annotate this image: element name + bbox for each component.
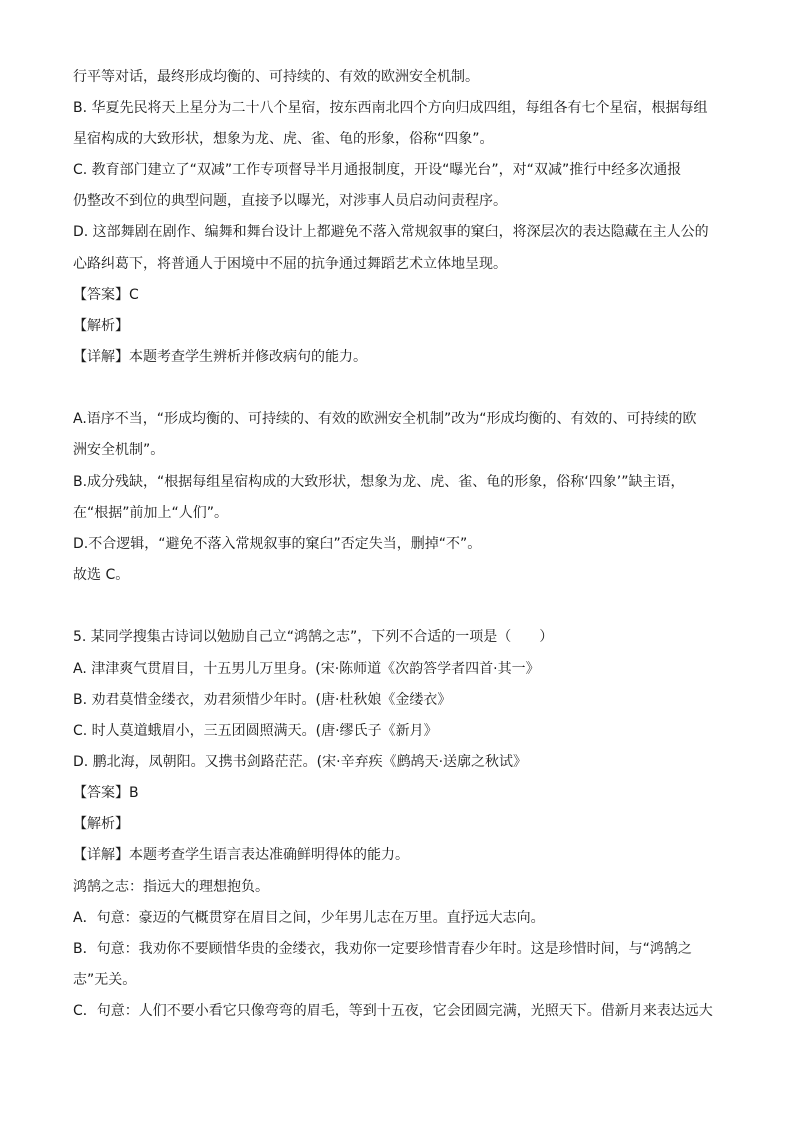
text-line: B. 华夏先民将天上星分为二十八个星宿，按东西南北四个方向归成四组，每组各有七个星宿，根据每组 <box>73 100 708 116</box>
answer-label: 【答案】C <box>73 287 139 303</box>
text-line: C．句意：人们不要小看它只像弯弯的眉毛，等到十五夜，它会团圆完满，光照天下。借新月来表达远大 <box>73 1003 713 1019</box>
text-line: B．句意：我劝你不要顾惜华贵的金缕衣，我劝你一定要珍惜青春少年时。这是珍惜时间，与“鸿鹄之 <box>73 941 692 957</box>
text-line: 心路纠葛下，将普通人于困境中不屈的抗争通过舞蹈艺术立体地呈现。 <box>73 256 507 272</box>
text-line: 故选 C。 <box>73 567 130 583</box>
text-line: A.语序不当，“形成均衡的、可持续的、有效的欧洲安全机制”改为“形成均衡的、有效的、可持续的欧 <box>73 411 697 427</box>
text-line: 行平等对话，最终形成均衡的、可持续的、有效的欧洲安全机制。 <box>73 69 479 85</box>
analysis-label: 【解析】 <box>73 318 129 334</box>
text-line: C. 教育部门建立了“双减”工作专项督导半月通报制度，开设“曝光台”，对“双减”推行中经多次通报 <box>73 162 682 178</box>
detail-line: 【详解】本题考查学生辨析并修改病句的能力。 <box>73 349 367 365</box>
analysis-label: 【解析】 <box>73 816 129 832</box>
text-line: 在“根据”前加上“人们”。 <box>73 505 229 521</box>
option-b: B. 劝君莫惜金缕衣，劝君须惜少年时。(唐·杜秋娘《金缕衣》 <box>73 692 452 708</box>
text-line: 洲安全机制”。 <box>73 442 165 458</box>
text-line: B.成分残缺，“根据每组星宿构成的大致形状，想象为龙、虎、雀、龟的形象，俗称‘四象’”缺主语， <box>73 474 685 490</box>
text-line: D. 这部舞剧在剧作、编舞和舞台设计上都避免不落入常规叙事的窠臼，将深层次的表达隐藏在主人公的 <box>73 224 709 240</box>
text-line: 鸿鹄之志：指远大的理想抱负。 <box>73 879 269 895</box>
option-d: D. 鹏北海，凤朝阳。又携书剑路茫茫。(宋·辛弃疾《鹧鸪天·送廓之秋试》 <box>73 754 528 770</box>
option-a: A. 津津爽气贯眉目，十五男儿万里身。(宋·陈师道《次韵答学者四首·其一》 <box>73 661 540 677</box>
answer-label: 【答案】B <box>73 785 139 801</box>
text-line: A．句意：豪迈的气概贯穿在眉目之间，少年男儿志在万里。直抒远大志向。 <box>73 910 545 926</box>
question-stem: 5. 某同学搜集古诗词以勉励自己立“鸿鹄之志”，下列不合适的一项是（ ） <box>73 629 554 645</box>
text-line: 志”无关。 <box>73 972 137 988</box>
detail-line: 【详解】本题考查学生语言表达准确鲜明得体的能力。 <box>73 847 409 863</box>
option-c: C. 时人莫道蛾眉小，三五团圆照满天。(唐·缪氏子《新月》 <box>73 723 438 739</box>
text-line: 仍整改不到位的典型问题，直接予以曝光，对涉事人员启动问责程序。 <box>73 193 507 209</box>
text-line: D.不合逻辑，“避免不落入常规叙事的窠臼”否定失当，删掉“不”。 <box>73 536 482 552</box>
text-line: 星宿构成的大致形状，想象为龙、虎、雀、龟的形象，俗称“四象”。 <box>73 131 494 147</box>
